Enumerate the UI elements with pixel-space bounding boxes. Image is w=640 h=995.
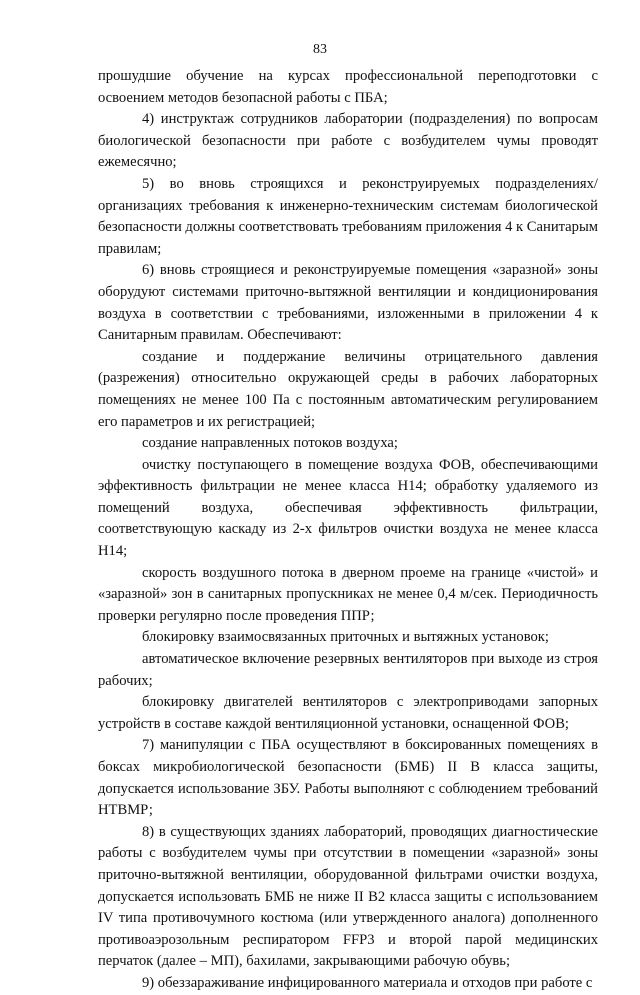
paragraph-item-8: 8) в существующих зданиях лабораторий, проводящих диагностические работы с возбудителем чумы при отсутствии в помещении «заразной» зоны приточно-вытяжной вентиляции, оборудованной фильтрами очистки воздуха, допускается использовать БМБ не ниже II В2 класса защиты с использованием IV типа противочумного костюма (или утвержденного аналога) дополненного противоаэрозольным респиратором FFP3 и второй парой медицинских перчаток (далее – МП), бахилами, закрывающими рабочую обувь; [98,823,598,970]
paragraph-airflow-speed: скорость воздушного потока в дверном проеме на границе «чистой» и «заразной» зон в санитарных пропускниках не менее 0,4 м/сек. Периодичность проверки регулярно после проведения ППР; [98,564,598,624]
paragraph-item-6: 6) вновь строящиеся и реконструируемые помещения «заразной» зоны оборудуют системами приточно-вытяжной вентиляции и кондиционирования воздуха в соответствии с требованиями, изложенными в приложении 4 к Санитарным правилам. Обеспечивают: [98,262,598,344]
paragraph-air-filtration: очистку поступающего в помещение воздуха ФОВ, обеспечивающими эффективность фильтрации не менее класса H14; обработку удаляемого из помещений воздуха, обеспечивая эффективность фильтрации, соответствующую каскаду из 2-х фильтров очистки воздуха не менее класса H14; [98,456,598,560]
page-number: 83 [313,42,327,57]
paragraph-backup-fans: автоматическое включение резервных вентиляторов при выходе из строя рабочих; [98,651,598,689]
paragraph-item-4: 4) инструктаж сотрудников лаборатории (подразделения) по вопросам биологической безопасности при работе с возбудителем чумы проводят ежемесячно; [98,111,598,171]
paragraph-fan-blocking: блокировку двигателей вентиляторов с электроприводами запорных устройств в составе каждой вентиляционной установки, оснащенной ФОВ; [98,694,598,732]
paragraph-item-5: 5) во вновь строящихся и реконструируемых подразделениях/организациях требования к инженерно-техническим системам биологической безопасности должны соответствовать требованиям приложения 4 к Санитарым правилам; [98,175,598,257]
paragraph-negative-pressure: создание и поддержание величины отрицательного давления (разрежения) относительно окружающей среды в рабочих лабораторных помещениях не менее 100 Па с постоянным автоматическим регулированием его параметров и их регистрацией; [98,348,598,430]
paragraph-item-9: 9) обеззараживание инфицированного материала и отходов при работе с [142,974,593,991]
paragraph-continuation: прошудшие обучение на курсах профессиональной переподготовки с освоением методов безопасной работы с ПБА; [98,68,598,106]
paragraph-interlock: блокировку взаимосвязанных приточных и вытяжных установок; [142,629,549,646]
paragraph-item-7: 7) манипуляции с ПБА осуществляют в боксированных помещениях в боксах микробиологической безопасности (БМБ) II В класса защиты, допускается использование ЗБУ. Работы выполняют с соблюдением требований НТВМР; [98,737,598,819]
paragraph-directed-airflow: создание направленных потоков воздуха; [142,435,398,452]
page-body [98,66,598,995]
